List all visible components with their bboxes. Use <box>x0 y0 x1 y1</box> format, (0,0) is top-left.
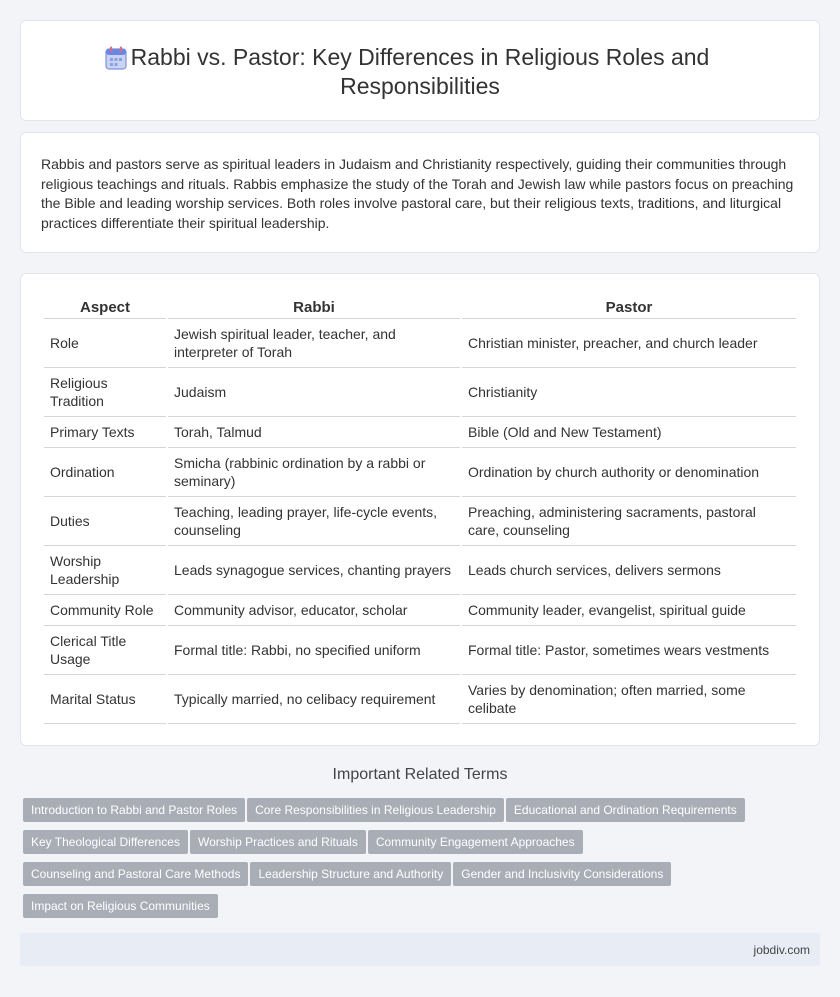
pastor-cell: Community leader, evangelist, spiritual guide <box>462 595 796 626</box>
aspect-cell: Marital Status <box>44 675 166 724</box>
related-term-tag[interactable]: Introduction to Rabbi and Pastor Roles <box>23 798 245 822</box>
footer <box>20 933 820 966</box>
page-title <box>21 43 819 101</box>
pastor-cell: Preaching, administering sacraments, pastoral care, counseling <box>462 497 796 546</box>
rabbi-cell: Torah, Talmud <box>168 417 460 448</box>
comparison-table-card <box>20 273 820 746</box>
rabbi-cell: Formal title: Rabbi, no specified uniform <box>168 626 460 675</box>
header-aspect: Aspect <box>44 295 166 319</box>
related-term-tag[interactable]: Impact on Religious Communities <box>23 894 218 918</box>
table-row <box>44 675 796 724</box>
table-row <box>44 595 796 626</box>
rabbi-cell: Smicha (rabbinic ordination by a rabbi or seminary) <box>168 448 460 497</box>
aspect-cell: Role <box>44 319 166 368</box>
header-pastor: Pastor <box>462 295 796 319</box>
pastor-cell: Formal title: Pastor, sometimes wears vestments <box>462 626 796 675</box>
related-term-tag[interactable]: Key Theological Differences <box>23 830 188 854</box>
pastor-cell: Bible (Old and New Testament) <box>462 417 796 448</box>
rabbi-cell: Teaching, leading prayer, life-cycle events, counseling <box>168 497 460 546</box>
intro-paragraph: Rabbis and pastors serve as spiritual leaders in Judaism and Christianity respectively, guiding their communities through religious teachings and rituals. Rabbis emphasize the study of the Torah and Jewish law while pastors focus on preaching the Bible and leading worship services. Both roles involve pastoral care, but their religious texts, traditions, and liturgical practices differentiate their spiritual leadership. <box>41 156 794 231</box>
comparison-table <box>42 295 798 724</box>
header-rabbi: Rabbi <box>168 295 460 319</box>
table-header-row <box>44 295 796 319</box>
intro-card <box>20 132 820 253</box>
related-term-tag[interactable]: Gender and Inclusivity Considerations <box>453 862 671 886</box>
table-row <box>44 319 796 368</box>
aspect-cell: Worship Leadership <box>44 546 166 595</box>
related-term-tag[interactable]: Leadership Structure and Authority <box>250 862 451 886</box>
pastor-cell: Christian minister, preacher, and church leader <box>462 319 796 368</box>
rabbi-cell: Judaism <box>168 368 460 417</box>
table-row <box>44 448 796 497</box>
page-title-text: Rabbi vs. Pastor: Key Differences in Religious Roles and Responsibilities <box>130 44 710 99</box>
rabbi-cell: Community advisor, educator, scholar <box>168 595 460 626</box>
pastor-cell: Ordination by church authority or denomination <box>462 448 796 497</box>
pastor-cell: Christianity <box>462 368 796 417</box>
table-row <box>44 546 796 595</box>
rabbi-cell: Jewish spiritual leader, teacher, and interpreter of Torah <box>168 319 460 368</box>
aspect-cell: Community Role <box>44 595 166 626</box>
rabbi-cell: Typically married, no celibacy requirement <box>168 675 460 724</box>
related-term-tag[interactable]: Core Responsibilities in Religious Leadership <box>247 798 504 822</box>
aspect-cell: Clerical Title Usage <box>44 626 166 675</box>
table-row <box>44 497 796 546</box>
pastor-cell: Leads church services, delivers sermons <box>462 546 796 595</box>
aspect-cell: Religious Tradition <box>44 368 166 417</box>
table-row <box>44 626 796 675</box>
header-card <box>20 20 820 121</box>
table-row <box>44 417 796 448</box>
related-term-tag[interactable]: Educational and Ordination Requirements <box>506 798 745 822</box>
aspect-cell: Duties <box>44 497 166 546</box>
pastor-cell: Varies by denomination; often married, some celibate <box>462 675 796 724</box>
related-term-tag[interactable]: Worship Practices and Rituals <box>190 830 366 854</box>
related-term-tag[interactable]: Community Engagement Approaches <box>368 830 583 854</box>
related-terms-list <box>23 798 803 926</box>
related-terms-title: Important Related Terms <box>332 766 508 783</box>
rabbi-cell: Leads synagogue services, chanting prayers <box>168 546 460 595</box>
aspect-cell: Primary Texts <box>44 417 166 448</box>
footer-site-link[interactable]: jobdiv.com <box>753 943 810 957</box>
related-term-tag[interactable]: Counseling and Pastoral Care Methods <box>23 862 248 886</box>
aspect-cell: Ordination <box>44 448 166 497</box>
table-row <box>44 368 796 417</box>
